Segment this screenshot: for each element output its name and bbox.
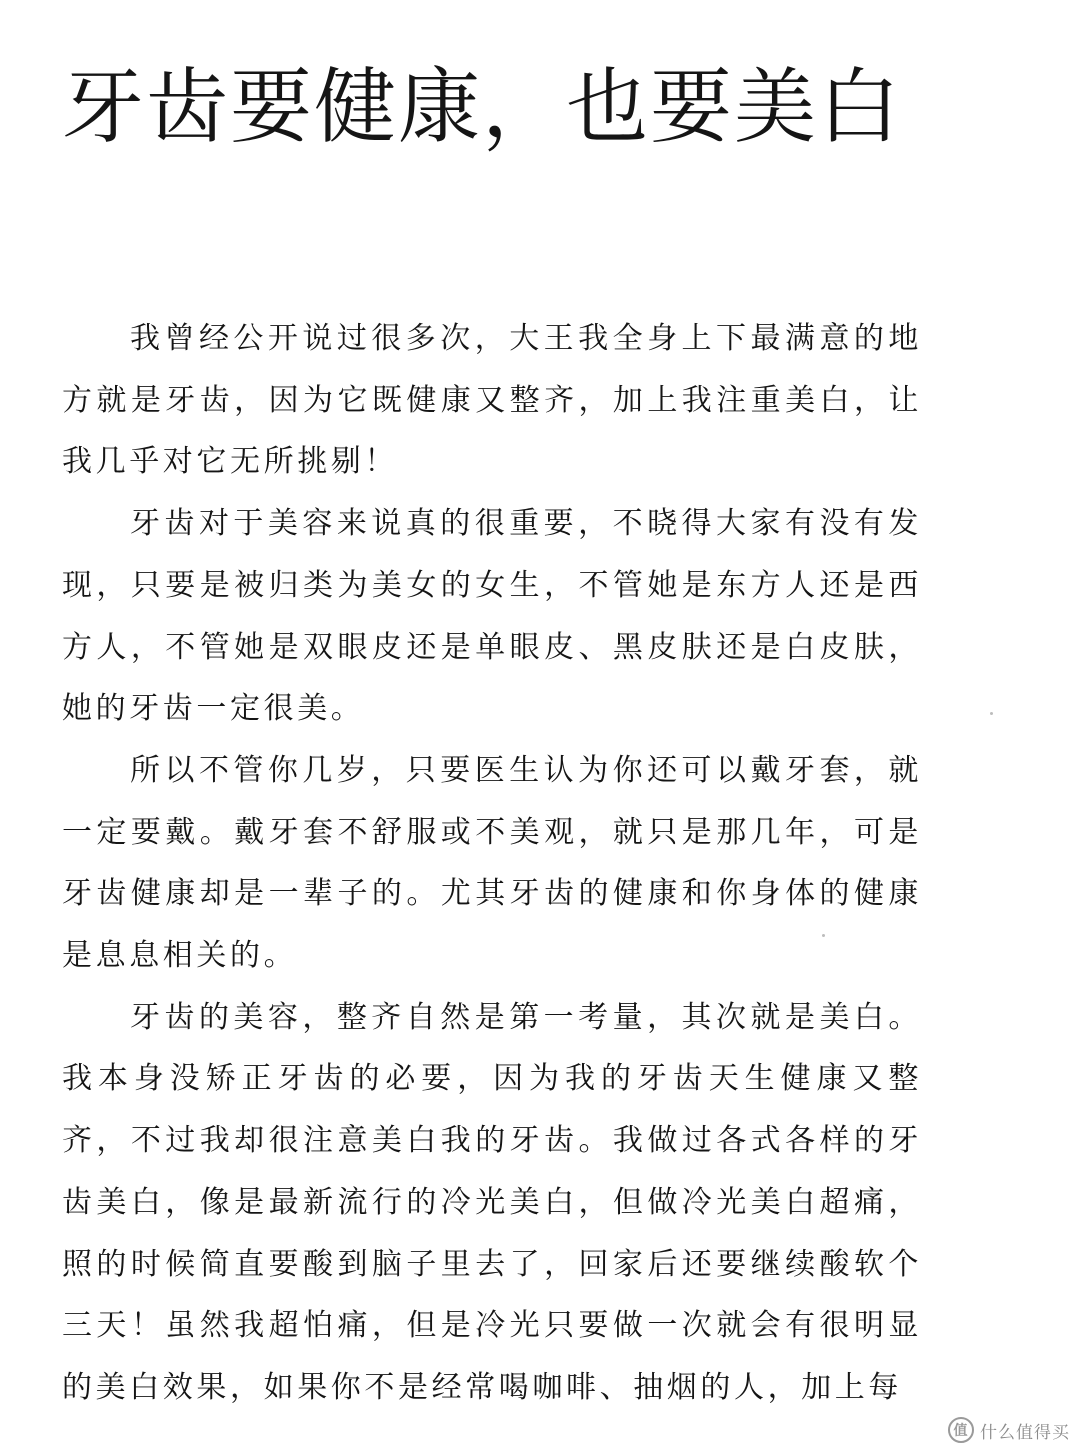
page-title: 牙齿要健康，也要美白 xyxy=(62,60,903,155)
watermark-text: 什么值得买 xyxy=(980,1422,1070,1443)
article-body xyxy=(62,308,922,1419)
watermark xyxy=(948,1417,1070,1443)
scan-speck xyxy=(822,934,825,937)
scan-speck xyxy=(990,712,993,715)
watermark-logo-icon: 值 xyxy=(948,1417,974,1443)
paragraph-1: 我曾经公开说过很多次，大王我全身上下最满意的地方就是牙齿，因为它既健康又整齐，加上我注重美白，让我几乎对它无所挑剔！ xyxy=(62,321,922,480)
paragraph-3: 所以不管你几岁，只要医生认为你还可以戴牙套，就一定要戴。戴牙套不舒服或不美观，就只是那几年，可是牙齿健康却是一辈子的。尤其牙齿的健康和你身体的健康是息息相关的。 xyxy=(62,752,922,974)
paragraph-4: 牙齿的美容，整齐自然是第一考量，其次就是美白。我本身没矫正牙齿的必要，因为我的牙齿天生健康又整齐，不过我却很注意美白我的牙齿。我做过各式各样的牙齿美白，像是最新流行的冷光美白，但做冷光美白超痛，照的时候简直要酸到脑子里去了，回家后还要继续酸软个三天！虽然我超怕痛，但是冷光只要做一次就会有很明显的美白效果，如果你不是经常喝咖啡、抽烟的人，加上每 xyxy=(62,999,922,1405)
paragraph-2: 牙齿对于美容来说真的很重要，不晓得大家有没有发现，只要是被归类为美女的女生，不管她是东方人还是西方人，不管她是双眼皮还是单眼皮、黑皮肤还是白皮肤，她的牙齿一定很美。 xyxy=(62,506,922,727)
